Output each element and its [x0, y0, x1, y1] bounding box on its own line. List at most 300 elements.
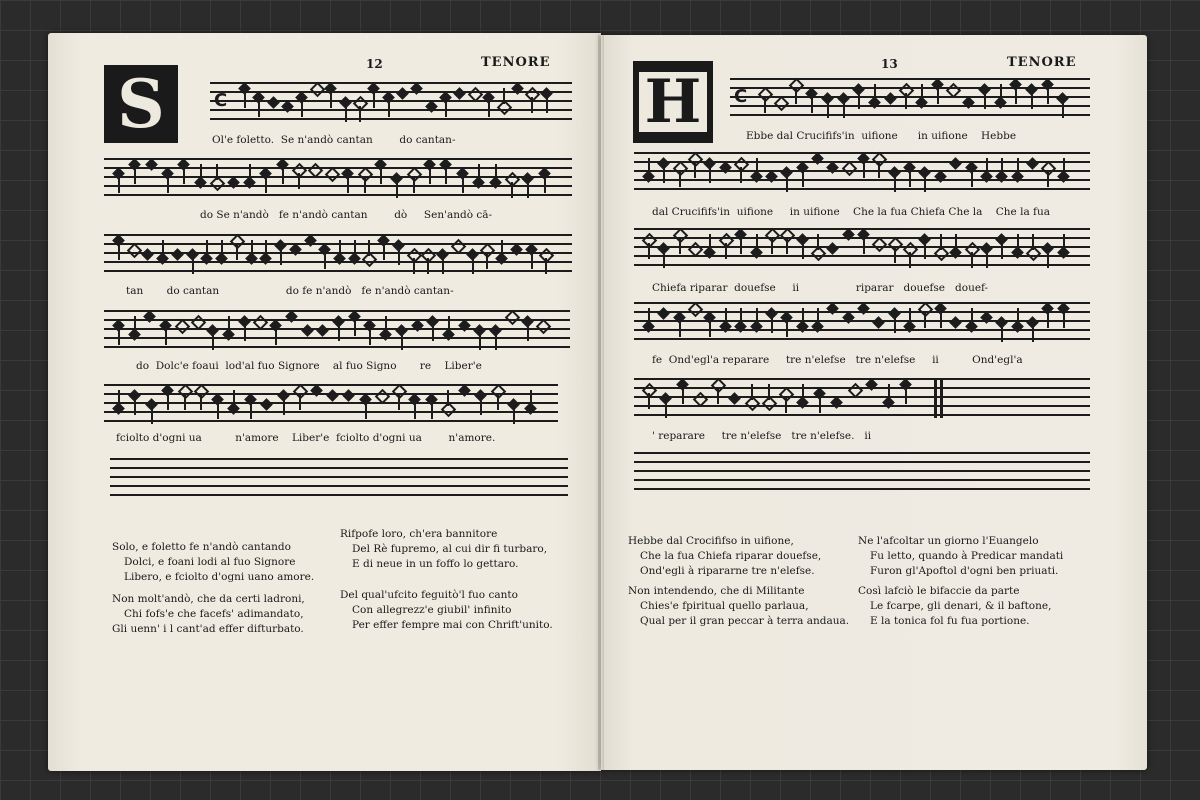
note-icon: [325, 167, 341, 183]
note-stem: [1047, 171, 1049, 187]
decorated-initial: [633, 61, 713, 143]
note-icon: [872, 237, 888, 253]
note-stem: [863, 162, 865, 178]
note-stem: [709, 321, 711, 337]
staff-line: [210, 118, 572, 120]
lyric-line: do Dolc'e foaui lod'al fuo Signore al fuo Signo re Liber'e: [136, 360, 482, 372]
note-stem: [216, 164, 218, 180]
note-stem: [544, 177, 546, 193]
lyric-line: ' reparare tre n'elefse tre n'elefse. ii: [652, 430, 872, 442]
note-stem: [717, 388, 719, 404]
note-stem: [817, 308, 819, 324]
music-staff: [934, 378, 1090, 418]
verse-line: Hebbe dal Crocififso in uifione,: [628, 535, 794, 547]
note-stem: [725, 243, 727, 259]
note-icon: [826, 242, 839, 255]
note-stem: [1032, 234, 1034, 250]
note-stem: [802, 243, 804, 259]
note-stem: [228, 316, 230, 332]
staff-line: [104, 234, 572, 236]
staff-line: [634, 488, 1090, 490]
music-staff: [110, 458, 568, 498]
note-stem: [1017, 308, 1019, 324]
note-stem: [431, 403, 433, 419]
staff-line: [634, 255, 1090, 257]
staff-line: [104, 337, 570, 339]
staff-line: [634, 338, 1090, 340]
staff-line: [104, 402, 558, 404]
verse-line: E di neue in un foffo lo gettaro.: [352, 558, 519, 570]
note-stem: [462, 177, 464, 193]
note-stem: [802, 384, 804, 400]
note-icon: [301, 324, 314, 337]
verse-line: Furon gl'Apoftol d'ogni ben priuati.: [870, 565, 1059, 577]
note-stem: [118, 244, 120, 260]
note-stem: [347, 177, 349, 193]
note-stem: [648, 393, 650, 409]
note-stem: [221, 240, 223, 256]
note-stem: [200, 394, 202, 410]
note-stem: [244, 325, 246, 341]
music-staff: [104, 384, 558, 424]
note-stem: [200, 164, 202, 180]
lyric-line: do Se n'andò fe n'andò cantan dò Sen'andò cā-: [200, 209, 493, 221]
note-stem: [819, 397, 821, 413]
note-stem: [756, 308, 758, 324]
note-icon: [142, 248, 155, 261]
page-number: 13: [881, 57, 898, 71]
staff-line: [110, 485, 568, 487]
note-stem: [955, 234, 957, 250]
verse-line: Dolci, e foani lodi al fuo Signore: [124, 556, 296, 568]
book-gutter: [598, 35, 604, 770]
note-stem: [1017, 234, 1019, 250]
note-stem: [265, 177, 267, 193]
note-stem: [894, 317, 896, 333]
note-stem: [330, 92, 332, 108]
verse-stanza: [340, 527, 547, 572]
note-stem: [740, 308, 742, 324]
note-stem: [531, 97, 533, 113]
note-stem: [751, 384, 753, 400]
note-stem: [863, 238, 865, 254]
verse-line: Chi fofs'e che facefs' adimandato,: [124, 608, 304, 620]
note-stem: [134, 316, 136, 332]
note-stem: [447, 390, 449, 406]
note-stem: [401, 334, 403, 350]
note-stem: [764, 97, 766, 113]
staff-line: [634, 320, 1090, 322]
note-stem: [530, 390, 532, 406]
initial-letter: H: [639, 72, 708, 132]
note-stem: [740, 238, 742, 254]
note-stem: [663, 167, 665, 183]
c-clef-icon: C: [214, 90, 228, 111]
note-stem: [134, 168, 136, 184]
note-stem: [1063, 312, 1065, 328]
note-stem: [385, 316, 387, 332]
note-stem: [167, 177, 169, 193]
note-stem: [118, 390, 120, 406]
note-stem: [546, 97, 548, 113]
note-stem: [233, 390, 235, 406]
staff-line: [634, 264, 1090, 266]
staff-line: [104, 185, 572, 187]
note-stem: [909, 308, 911, 324]
staff-line: [104, 346, 570, 348]
staff-line: [634, 470, 1090, 472]
note-stem: [480, 399, 482, 415]
note-stem: [275, 329, 277, 345]
note-stem: [1062, 102, 1064, 118]
note-stem: [369, 329, 371, 345]
note-stem: [971, 252, 973, 268]
note-stem: [771, 238, 773, 254]
note-stem: [324, 253, 326, 269]
music-staff: [104, 234, 572, 274]
verse-stanza: [340, 588, 553, 633]
note-icon: [171, 248, 184, 261]
note-stem: [909, 171, 911, 187]
note-stem: [365, 403, 367, 419]
note-stem: [858, 93, 860, 109]
final-barline: [940, 378, 943, 418]
note-stem: [786, 176, 788, 192]
note-stem: [151, 408, 153, 424]
note-stem: [802, 171, 804, 187]
note-stem: [192, 258, 194, 274]
note-stem: [1063, 234, 1065, 250]
note-stem: [905, 388, 907, 404]
note-stem: [183, 168, 185, 184]
note-stem: [648, 243, 650, 259]
note-icon: [688, 302, 704, 318]
verse-line: Chies'e fpiritual quello parlaua,: [640, 600, 809, 612]
note-stem: [398, 249, 400, 265]
verse-line: Non intendendo, che di Militante: [628, 585, 805, 597]
staff-line: [104, 194, 572, 196]
note-stem: [359, 106, 361, 122]
staff-line: [104, 310, 570, 312]
note-stem: [265, 240, 267, 256]
note-stem: [280, 249, 282, 265]
note-stem: [413, 258, 415, 274]
note-stem: [283, 399, 285, 415]
note-stem: [1001, 243, 1003, 259]
staff-line: [634, 170, 1090, 172]
note-stem: [497, 394, 499, 410]
note-stem: [709, 167, 711, 183]
note-stem: [373, 92, 375, 108]
staff-line: [634, 329, 1090, 331]
note-stem: [937, 88, 939, 104]
note-stem: [940, 234, 942, 250]
staff-line: [634, 179, 1090, 181]
verse-line: Per effer fempre mai con Chrift'unito.: [352, 619, 553, 631]
verse-stanza: [112, 540, 314, 585]
decorated-initial: [104, 65, 178, 143]
music-staff: [730, 78, 1090, 118]
note-stem: [1047, 88, 1049, 104]
note-stem: [354, 320, 356, 336]
note-stem: [184, 394, 186, 410]
note-stem: [442, 258, 444, 274]
note-stem: [905, 93, 907, 109]
note-stem: [162, 240, 164, 256]
note-icon: [310, 82, 326, 98]
note-stem: [165, 329, 167, 345]
note-stem: [414, 403, 416, 419]
note-stem: [756, 158, 758, 174]
note-stem: [786, 238, 788, 254]
note-stem: [648, 308, 650, 324]
note-stem: [878, 162, 880, 178]
note-icon: [884, 92, 897, 105]
verse-stanza: [112, 592, 305, 637]
note-stem: [740, 167, 742, 183]
verse-stanza: [858, 584, 1051, 629]
note-stem: [364, 177, 366, 193]
note-stem: [445, 101, 447, 117]
staff-line: [104, 270, 572, 272]
music-staff: [104, 158, 572, 198]
verse-stanza: [628, 584, 849, 629]
note-stem: [282, 168, 284, 184]
note-stem: [811, 97, 813, 113]
note-stem: [1001, 158, 1003, 174]
note-icon: [316, 324, 329, 337]
note-stem: [682, 388, 684, 404]
staff-line: [110, 494, 568, 496]
note-stem: [298, 173, 300, 189]
note-stem: [118, 329, 120, 345]
note-stem: [786, 321, 788, 337]
note-stem: [874, 84, 876, 100]
staff-line: [934, 396, 1090, 398]
music-staff: [634, 452, 1090, 492]
note-icon: [126, 243, 142, 259]
note-stem: [338, 325, 340, 341]
verse-stanza: [628, 534, 821, 579]
music-staff: [634, 302, 1090, 342]
verse-line: Gli uenn' i l cant'ad effer difturbato.: [112, 623, 304, 635]
note-icon: [949, 157, 962, 170]
staff-line: [104, 420, 558, 422]
note-stem: [339, 240, 341, 256]
voice-label: TENORE: [481, 55, 551, 70]
verse-stanza: [858, 534, 1063, 579]
note-icon: [657, 307, 670, 320]
music-staff: [210, 82, 572, 122]
note-stem: [843, 102, 845, 118]
note-icon: [728, 392, 741, 405]
verse-line: Fu letto, quando à Predicar mandati: [870, 550, 1064, 562]
note-stem: [971, 308, 973, 324]
note-stem: [249, 164, 251, 180]
note-stem: [118, 177, 120, 193]
note-stem: [1032, 326, 1034, 342]
note-stem: [971, 171, 973, 187]
note-stem: [802, 308, 804, 324]
note-stem: [771, 317, 773, 333]
note-stem: [478, 164, 480, 180]
note-stem: [694, 162, 696, 178]
note-icon: [949, 316, 962, 329]
note-stem: [545, 258, 547, 274]
note-stem: [217, 403, 219, 419]
note-stem: [909, 252, 911, 268]
verse-line: Ond'egli à ripararne tre n'elefse.: [640, 565, 815, 577]
music-staff: [634, 152, 1090, 192]
page-number: 12: [366, 57, 383, 71]
note-stem: [1047, 252, 1049, 268]
note-stem: [429, 168, 431, 184]
note-stem: [244, 92, 246, 108]
note-stem: [921, 84, 923, 100]
note-stem: [827, 102, 829, 118]
note-stem: [725, 308, 727, 324]
note-stem: [663, 252, 665, 268]
note-icon: [454, 87, 467, 100]
note-stem: [488, 101, 490, 117]
note-stem: [486, 253, 488, 269]
note-icon: [872, 316, 885, 329]
note-stem: [648, 158, 650, 174]
verse-line: Così lafciò le bifaccie da parte: [858, 585, 1020, 597]
note-stem: [212, 334, 214, 350]
verse-line: Del qual'ufcito feguitò'l fuo canto: [340, 589, 518, 601]
note-stem: [398, 394, 400, 410]
lyric-line: fe Ond'egl'a reparare tre n'elefse tre n'elefse ii Ond'egl'a: [652, 354, 1023, 366]
verse-line: Le fcarpe, gli denari, & il baftone,: [870, 600, 1052, 612]
note-stem: [432, 325, 434, 341]
note-stem: [448, 316, 450, 332]
verse-line: Che la fua Chiefa riparar douefse,: [640, 550, 822, 562]
note-icon: [841, 161, 857, 177]
note-stem: [888, 384, 890, 400]
verse-line: Libero, e fciolto d'ogni uano amore.: [124, 571, 315, 583]
note-icon: [175, 319, 191, 335]
note-stem: [251, 240, 253, 256]
note-icon: [326, 389, 339, 402]
staff-line: [730, 114, 1090, 116]
staff-line: [110, 458, 568, 460]
note-stem: [479, 334, 481, 350]
c-clef-icon: C: [734, 86, 748, 107]
final-barline: [934, 378, 937, 418]
note-stem: [1000, 84, 1002, 100]
staff-line: [110, 467, 568, 469]
initial-letter: S: [117, 65, 165, 143]
note-icon: [773, 96, 789, 112]
note-stem: [413, 177, 415, 193]
staff-line: [934, 387, 1090, 389]
note-icon: [536, 319, 552, 335]
note-stem: [709, 234, 711, 250]
note-icon: [343, 389, 356, 402]
note-stem: [986, 158, 988, 174]
note-stem: [785, 397, 787, 413]
note-stem: [984, 93, 986, 109]
staff-line: [210, 109, 572, 111]
music-staff: [634, 378, 934, 418]
staff-line: [634, 188, 1090, 190]
staff-line: [104, 384, 558, 386]
lyric-line: fciolto d'ogni ua n'amore Liber'e fciolto d'ogni ua n'amore.: [116, 432, 496, 444]
note-stem: [501, 240, 503, 256]
note-stem: [250, 403, 252, 419]
note-stem: [513, 408, 515, 424]
note-stem: [1047, 312, 1049, 328]
note-stem: [795, 88, 797, 104]
staff-line: [934, 405, 1090, 407]
lyric-line: Ol'e foletto. Se n'andò cantan do cantan-: [212, 134, 456, 146]
note-stem: [768, 384, 770, 400]
staff-line: [634, 479, 1090, 481]
note-stem: [427, 258, 429, 274]
note-stem: [511, 182, 513, 198]
verse-line: Ne l'afcoltar un giorno l'Euangelo: [858, 535, 1039, 547]
voice-label: TENORE: [1007, 55, 1077, 70]
note-stem: [924, 176, 926, 192]
note-stem: [345, 106, 347, 122]
note-stem: [388, 101, 390, 117]
note-stem: [472, 258, 474, 274]
staff-line: [634, 461, 1090, 463]
lyric-line: Chiefa riparar douefse ii riparar douefse douef-: [652, 282, 989, 294]
note-icon: [1026, 157, 1039, 170]
note-stem: [167, 394, 169, 410]
note-icon: [267, 96, 280, 109]
note-stem: [894, 247, 896, 263]
verse-line: Solo, e foletto fe n'andò cantando: [112, 541, 291, 553]
note-stem: [258, 101, 260, 117]
note-stem: [986, 252, 988, 268]
note-stem: [1063, 158, 1065, 174]
note-stem: [380, 168, 382, 184]
verse-line: E la tonica fol fu fua portione.: [870, 615, 1030, 627]
staff-line: [104, 158, 572, 160]
note-stem: [1001, 326, 1003, 342]
note-stem: [495, 164, 497, 180]
verse-line: Rifpofe loro, ch'era bannitore: [340, 528, 498, 540]
verse-line: Qual per il gran peccar à terra andaua.: [640, 615, 850, 627]
note-stem: [354, 240, 356, 256]
lyric-line: dal Crucififs'in uifione in uifione Che la fua Chiefa Che la Che la fua: [652, 206, 1050, 218]
note-stem: [301, 101, 303, 117]
note-stem: [940, 312, 942, 328]
music-staff: [634, 228, 1090, 268]
note-icon: [396, 87, 409, 100]
verse-line: Con allegrezz'e giubil' infinito: [352, 604, 512, 616]
note-stem: [368, 240, 370, 256]
note-stem: [383, 244, 385, 260]
note-stem: [527, 325, 529, 341]
staff-line: [634, 414, 934, 416]
lyric-line: Ebbe dal Crucififs'in uifione in uifione Hebbe: [746, 130, 1017, 142]
note-stem: [531, 253, 533, 269]
staff-line: [934, 378, 1090, 380]
music-staff: [104, 310, 570, 350]
note-stem: [503, 88, 505, 104]
note-stem: [527, 182, 529, 198]
staff-line: [104, 411, 558, 413]
note-stem: [894, 176, 896, 192]
staff-line: [934, 414, 1090, 416]
lyric-line: tan do cantan do fe n'andò fe n'andò cantan-: [126, 285, 454, 297]
note-stem: [924, 312, 926, 328]
note-stem: [679, 238, 681, 254]
